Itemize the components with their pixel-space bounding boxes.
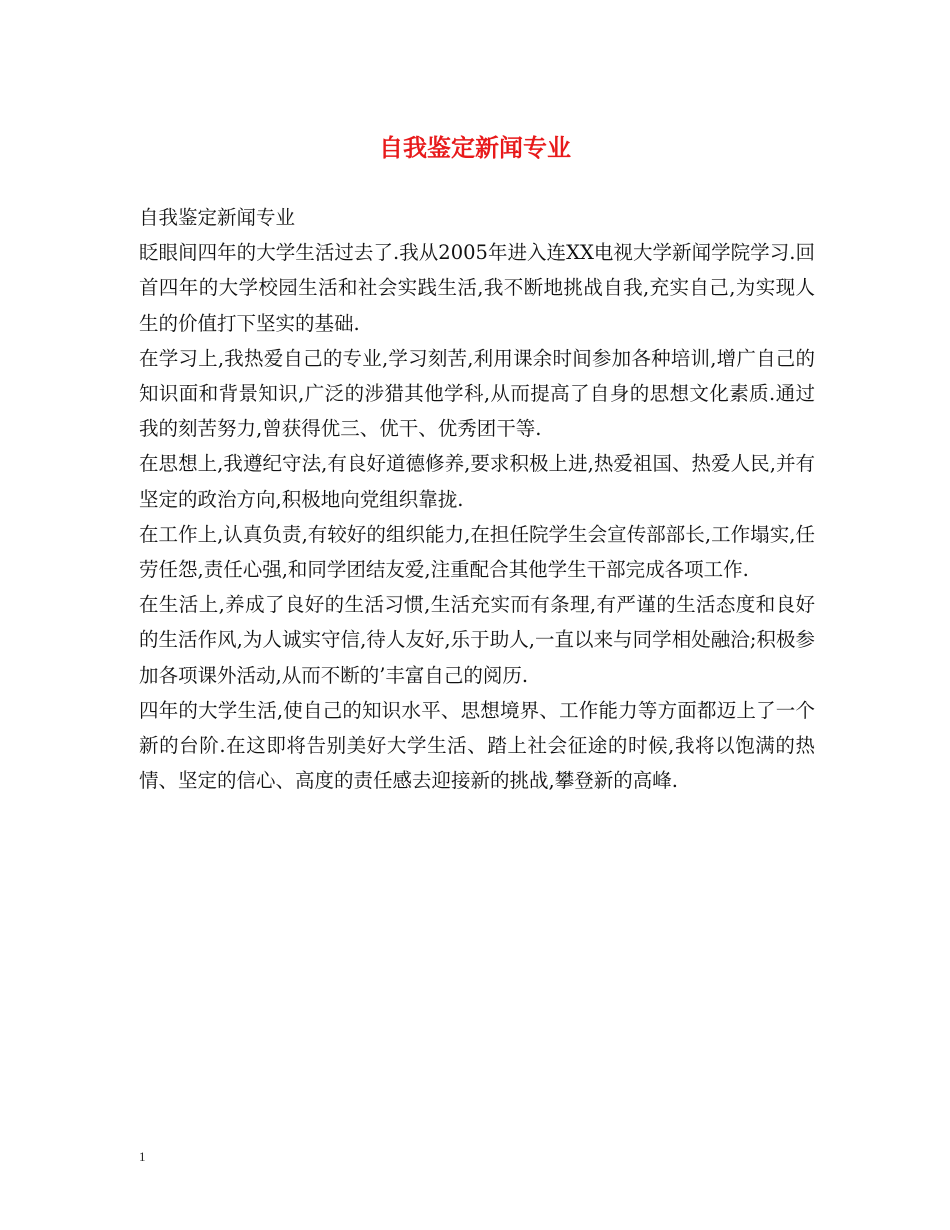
paragraph-subtitle: 自我鉴定新闻专业 bbox=[139, 206, 296, 229]
page-number: 1 bbox=[139, 1149, 146, 1164]
paragraph-study: 在学习上,我热爱自己的专业,学习刻苦,利用课余时间参加各种培训,增广自己的知识面和背景知识,广泛的涉猎其他学科,从而提高了自身的思想文化素质.通过我的刻苦努力,曾获得优三、优干、优秀团干等. bbox=[139, 346, 815, 441]
paragraph-intro: 眨眼间四年的大学生活过去了.我从2005年进入连XX电视大学新闻学院学习.回首四年的大学校园生活和社会实践生活,我不断地挑战自我,充实自己,为实现人生的价值打下坚实的基础. bbox=[139, 241, 815, 335]
document-title: 自我鉴定新闻专业 bbox=[379, 133, 571, 162]
paragraph-conclusion: 四年的大学生活,使自己的知识水平、思想境界、工作能力等方面都迈上了一个新的台阶.在这即将告别美好大学生活、踏上社会征途的时候,我将以饱满的热情、坚定的信心、高度的责任感去迎接新的挑战,攀登新的高峰. bbox=[139, 698, 815, 793]
paragraph-work: 在工作上,认真负责,有较好的组织能力,在担任院学生会宣传部部长,工作塌实,任劳任怨,责任心强,和同学团结友爱,注重配合其他学生干部完成各项工作. bbox=[139, 522, 815, 582]
paragraph-life: 在生活上,养成了良好的生活习惯,生活充实而有条理,有严谨的生活态度和良好的生活作风,为人诚实守信,待人友好,乐于助人,一直以来与同学相处融洽;积极参加各项课外活动,从而不断的’丰富自己的阅历. bbox=[139, 593, 815, 687]
paragraph-thought: 在思想上,我遵纪守法,有良好道德修养,要求积极上进,热爱祖国、热爱人民,并有坚定的政治方向,积极地向党组织靠拢. bbox=[139, 452, 815, 511]
document-body bbox=[139, 200, 815, 798]
